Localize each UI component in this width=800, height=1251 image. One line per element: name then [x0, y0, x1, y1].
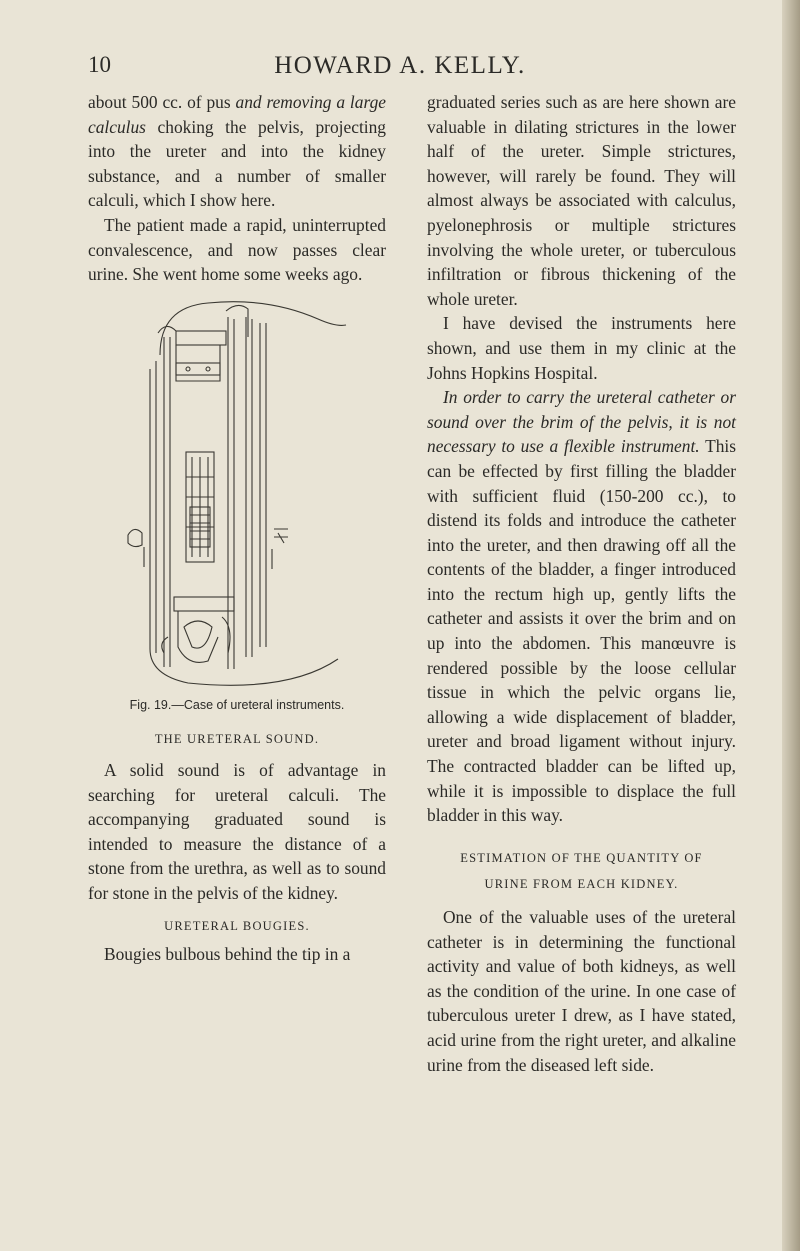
paragraph: [88, 90, 386, 213]
page-header: [0, 52, 800, 82]
text-run: This can be effected by first filling the bladder with sufficient fluid (150-200 cc.), to distend its folds and introduce the catheter into the ureter, and then drawing off all the contents of the bladder, a finger introduced into the rectum high up, gently lifts the catheter and assists it over the brim and on up into the abdomen. This manœuvre is rendered possible by the loose cellular tissue in which the pelvic organs lie, allowing a wide displacement of bladder, ureter and broad ligament without injury. The contracted bladder can be lifted up, while it is impossible to displace the full bladder in this way.: [427, 436, 736, 826]
text-run: choking the pelvis, projecting into the ureter and into the kidney substance, and a number of smaller calculi, which I show here.: [88, 116, 386, 211]
paragraph: The patient made a rapid, uninterrupted convalescence, and now passes clear urine. She went home some weeks ago.: [88, 214, 386, 285]
page-edge-shadow: [782, 0, 800, 1251]
running-head: HOWARD A. KELLY.: [274, 52, 526, 79]
right-column: [427, 90, 736, 1077]
paragraph: A solid sound is of advantage in searching for ureteral calculi. The accompanying graduated sound is intended to measure the distance of a stone from the urethra, as well as to sound for stone in the pelvis of the kidney.: [88, 759, 386, 903]
instruments-illustration: [88, 297, 386, 687]
figure-caption: Fig. 19.—Case of ureteral instruments.: [129, 697, 345, 712]
figure-ureteral-instruments: [88, 297, 386, 718]
paragraph: graduated series such as are here shown are valuable in dilating strictures in the lower half of the ureter. Simple strictures, however, will rarely be found. They will almost always be associated with calculus, pyelonephrosis or multiple strictures involving the whole ureter, or tuberculous infiltration or fibrous thickening of the whole ureter.: [427, 92, 736, 309]
page-number: 10: [88, 52, 111, 77]
paragraph: [427, 385, 736, 828]
paragraph: I have devised the instruments here shown, and use them in my clinic at the Johns Hopkins Hospital.: [427, 313, 736, 383]
paragraph: One of the valuable uses of the ureteral catheter is in determining the functional activity and value of both kidneys, as well as the condition of the urine. In one case of tuberculous ureter I drew, as I have stated, acid urine from the right ureter, and alkaline urine from the diseased left side.: [427, 907, 736, 1075]
text-run: about 500 cc. of pus: [88, 92, 236, 112]
left-column: [88, 90, 386, 967]
section-heading: URETERAL BOUGIES.: [164, 918, 310, 933]
paragraph: Bougies bulbous behind the tip in a: [104, 944, 351, 965]
section-heading: URINE FROM EACH KIDNEY.: [484, 877, 679, 892]
section-heading: ESTIMATION OF THE QUANTITY OF: [460, 850, 703, 865]
italic-text: and removing a large calculus: [88, 92, 386, 137]
section-heading: THE URETERAL SOUND.: [154, 732, 320, 747]
italic-text: In order to carry the ureteral catheter or sound over the brim of the pelvis, it is not necessary to use a flexible instrument.: [427, 387, 736, 457]
